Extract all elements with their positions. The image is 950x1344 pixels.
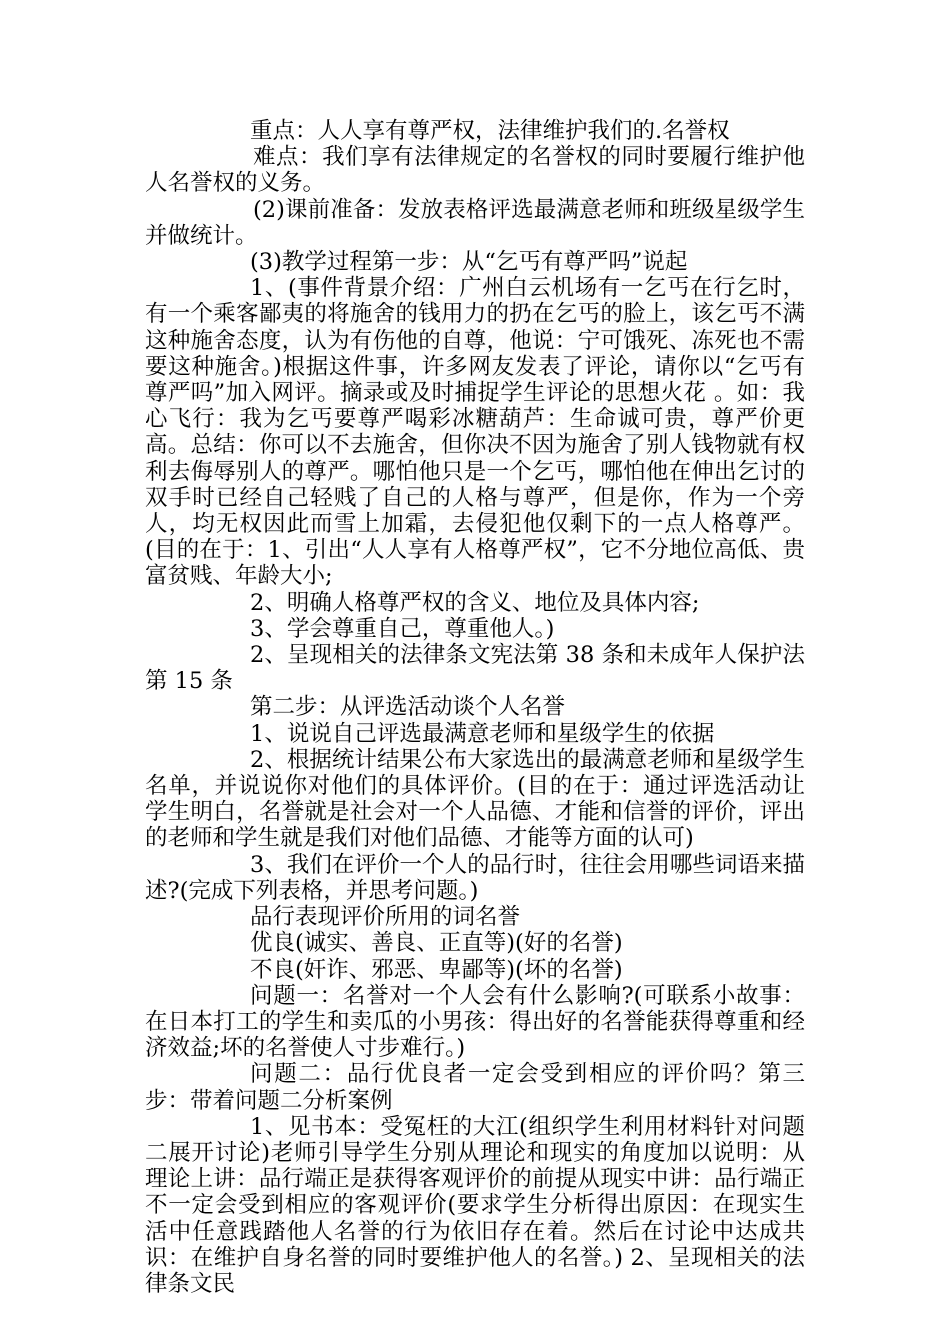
paragraph-selection-basis: 1、说说自己评选最满意老师和星级学生的依据 [250, 720, 715, 747]
paragraph-results: 2、根据统计结果公布大家选出的最满意老师和星级学生名单，并说说你对他们的具体评价。(目的在于：通过评选活动让学生明白，名誉就是社会对一个人品德、才能和信誉的评价，评出的老师和学生就是我们对他们品德、才能等方面的认可) [145, 746, 805, 852]
paragraph-table-header: 品行表现评价所用的词名誉 [250, 904, 521, 931]
paragraph-legal-articles: 2、呈现相关的法律条文宪法第 38 条和未成年人保护法第 15 条 [145, 642, 805, 695]
paragraph-step-two-heading: 第二步：从评选活动谈个人名誉 [250, 694, 566, 721]
paragraph-evaluation-words: 3、我们在评价一个人的品行时，往往会用哪些词语来描述?(完成下列表格，并思考问题。) [145, 851, 805, 904]
paragraph-question-two: 问题二：品行优良者一定会受到相应的评价吗？第三步：带着问题二分析案例 [145, 1061, 805, 1114]
paragraph-goal-2: 2、明确人格尊严权的含义、地位及具体内容; [250, 589, 700, 616]
document-body [145, 118, 805, 1297]
paragraph-case-study: 1、见书本：受冤枉的大江(组织学生利用材料针对问题二展开讨论)老师引导学生分别从理论和现实的角度加以说明：从理论上讲：品行端正是获得客观评价的前提从现实中讲：品行端正不一定会受到相应的客观评价(要求学生分析得出原因：在现实生活中任意践踏他人名誉的行为依旧存在着。然后在讨论中达成共识：在维护自身名誉的同时要维护他人的名誉。) 2、呈现相关的法律条文民 [145, 1113, 805, 1297]
paragraph-goal-3: 3、学会尊重自己，尊重他人。) [250, 615, 555, 642]
paragraph-key-point: 重点：人人享有尊严权，法律维护我们的.名誉权 [250, 118, 730, 144]
paragraph-table-good: 优良(诚实、善良、正直等)(好的名誉) [250, 930, 623, 957]
paragraph-preparation: (2)课前准备：发放表格评选最满意老师和班级星级学生并做统计。 [145, 196, 805, 249]
paragraph-step-one-heading: (3)教学过程第一步：从“乞丐有尊严吗”说起 [250, 249, 688, 276]
paragraph-question-one: 问题一：名誉对一个人会有什么影响?(可联系小故事：在日本打工的学生和卖瓜的小男孩：得出好的名誉能获得尊重和经济效益;坏的名誉使人寸步难行。) [145, 982, 805, 1062]
paragraph-table-bad: 不良(奸诈、邪恶、卑鄙等)(坏的名誉) [250, 956, 623, 983]
paragraph-difficulty: 难点：我们享有法律规定的名誉权的同时要履行维护他人名誉权的义务。 [145, 144, 805, 197]
paragraph-background: 1、(事件背景介绍：广州白云机场有一乞丐在行乞时，有一个乘客鄙夷的将施舍的钱用力的扔在乞丐的脸上，该乞丐不满这种施舍态度，认为有伤他的自尊，他说：宁可饿死、冻死也不需要这种施舍。)根据这件事，许多网友发表了评论，请你以“乞丐有尊严吗”加入网评。摘录或及时捕捉学生评论的思想火花 。如：我心飞行：我为乞丐要尊严喝彩冰糖葫芦：生命诚可贵，尊严价更高。总结：你可以不去施舍，但你决不因为施舍了别人钱物就有权利去侮辱别人的尊严。哪怕他只是一个乞丐，哪怕他在伸出乞讨的双手时已经自己轻贱了自己的人格与尊严，但是你，作为一个旁人，均无权因此而雪上加霜，去侵犯他仅剩下的一点人格尊严。 (目的在于：1、引出“人人享有人格尊严权”，它不分地位高低、贵富贫贱、年龄大小; [145, 275, 805, 590]
